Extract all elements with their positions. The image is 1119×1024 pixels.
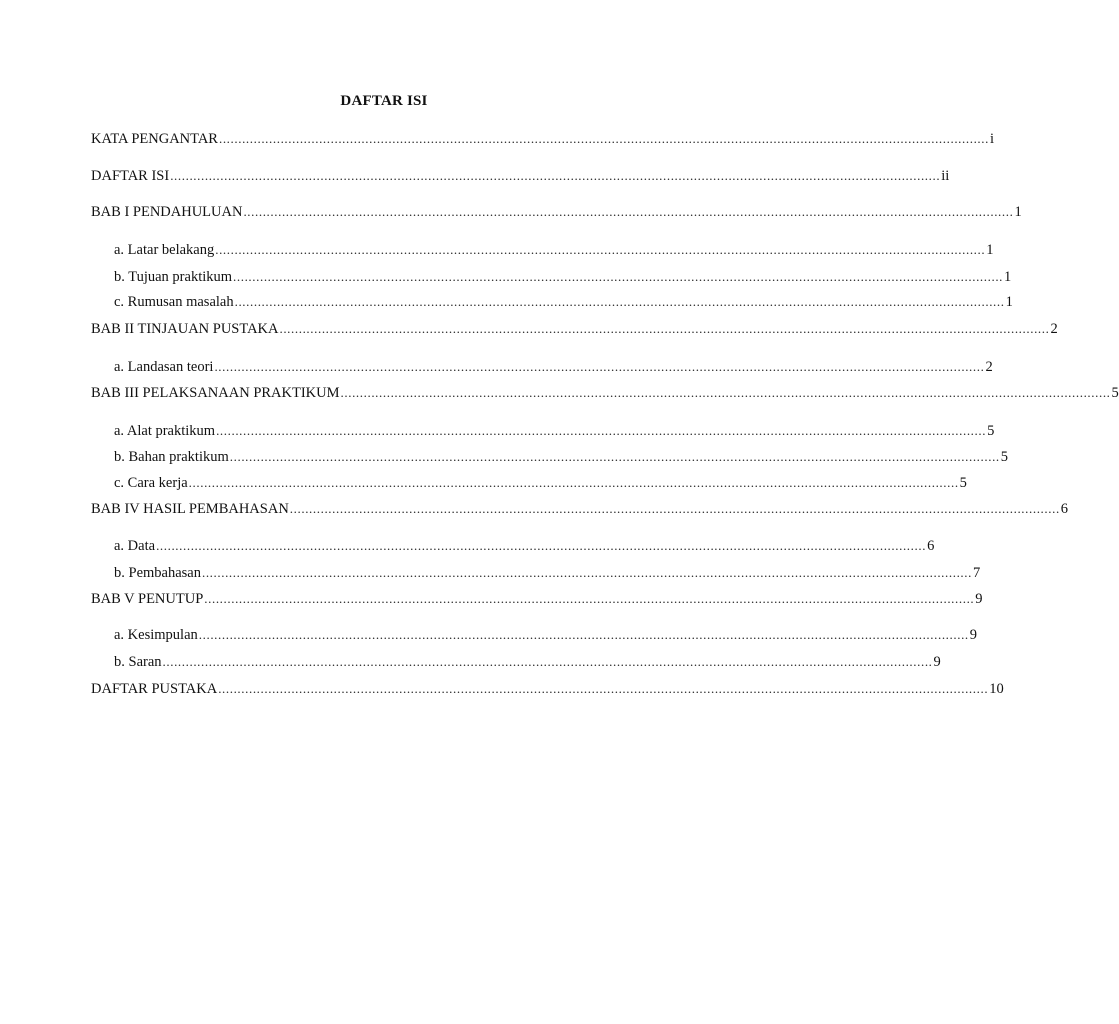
toc-entry-label: c. Cara kerja bbox=[114, 475, 188, 491]
toc-subentry bbox=[114, 474, 967, 492]
toc-entry-label: a. Landasan teori bbox=[114, 359, 214, 375]
toc-entry-label: BAB I PENDAHULUAN bbox=[91, 204, 243, 220]
toc-entry-label: a. Data bbox=[114, 538, 156, 554]
toc-entry-label: KATA PENGANTAR bbox=[91, 131, 218, 147]
toc-entry-page: 7 bbox=[972, 565, 981, 581]
toc-entry-page: 6 bbox=[1060, 501, 1069, 517]
toc-entry-label: BAB V PENUTUP bbox=[91, 591, 204, 607]
toc-entry-page: 1 bbox=[1004, 269, 1012, 285]
toc-entry-page: 2 bbox=[1050, 321, 1058, 337]
toc-entry bbox=[91, 320, 1058, 338]
toc-entry-label: DAFTAR ISI bbox=[91, 168, 170, 184]
toc-subentry bbox=[114, 241, 994, 259]
dot-leader: ........................................................................................................................................................................................................ bbox=[216, 423, 987, 438]
toc-entry-label: a. Alat praktikum bbox=[114, 423, 216, 439]
toc-entry bbox=[91, 130, 995, 148]
dot-leader: ........................................................................................................................................................................................................ bbox=[218, 131, 989, 146]
toc-subentry bbox=[114, 564, 981, 582]
toc-subentry bbox=[114, 626, 978, 644]
dot-leader: ........................................................................................................................................................................................................ bbox=[243, 204, 1014, 219]
dot-leader: ........................................................................................................................................................................................................ bbox=[156, 538, 927, 553]
toc-entry-label: BAB II TINJAUAN PUSTAKA bbox=[91, 321, 279, 337]
toc-entry-label: b. Bahan praktikum bbox=[114, 449, 229, 465]
dot-leader: ........................................................................................................................................................................................................ bbox=[234, 294, 1005, 309]
toc-entry-label: b. Saran bbox=[114, 654, 162, 670]
page-title: DAFTAR ISI bbox=[340, 93, 428, 109]
toc-entry-page: 2 bbox=[985, 359, 993, 375]
toc-entry-label: b. Pembahasan bbox=[114, 565, 201, 581]
toc-entry-page: 5 bbox=[1111, 385, 1119, 401]
dot-leader: ........................................................................................................................................................................................................ bbox=[289, 501, 1060, 516]
toc-subentry bbox=[114, 293, 1013, 311]
toc-entry-page: 6 bbox=[927, 538, 935, 554]
toc-subentry bbox=[114, 422, 995, 440]
toc-entry-page: 1 bbox=[1014, 204, 1022, 220]
toc-entry bbox=[91, 167, 950, 185]
toc-subentry bbox=[114, 537, 935, 555]
toc-entry-page: 9 bbox=[969, 627, 978, 643]
toc-entry-page: 5 bbox=[1000, 449, 1009, 465]
dot-leader: ........................................................................................................................................................................................................ bbox=[279, 321, 1050, 336]
toc-entry bbox=[91, 680, 1004, 698]
toc-entry-page: 10 bbox=[989, 681, 1004, 697]
dot-leader: ........................................................................................................................................................................................................ bbox=[229, 449, 1000, 464]
toc-entry-page: 9 bbox=[933, 654, 941, 670]
dot-leader: ........................................................................................................................................................................................................ bbox=[233, 269, 1004, 284]
toc-entry-label: BAB IV HASIL PEMBAHASAN bbox=[91, 501, 289, 517]
dot-leader: ........................................................................................................................................................................................................ bbox=[340, 385, 1111, 400]
toc-entry bbox=[91, 203, 1022, 221]
dot-leader: ........................................................................................................................................................................................................ bbox=[170, 168, 941, 183]
dot-leader: ........................................................................................................................................................................................................ bbox=[188, 475, 959, 490]
dot-leader: ........................................................................................................................................................................................................ bbox=[198, 627, 969, 642]
toc-entry bbox=[91, 384, 1119, 402]
toc-entry-page: 9 bbox=[975, 591, 983, 607]
toc-entry-page: 5 bbox=[987, 423, 995, 439]
toc-entry bbox=[91, 500, 1069, 518]
toc-subentry bbox=[114, 358, 993, 376]
dot-leader: ........................................................................................................................................................................................................ bbox=[218, 681, 989, 696]
dot-leader: ........................................................................................................................................................................................................ bbox=[204, 591, 975, 606]
dot-leader: ........................................................................................................................................................................................................ bbox=[214, 359, 985, 374]
toc-entry-page: ii bbox=[941, 168, 950, 184]
toc-entry-label: c. Rumusan masalah bbox=[114, 294, 234, 310]
toc-entry-label: a. Kesimpulan bbox=[114, 627, 198, 643]
toc-entry-label: b. Tujuan praktikum bbox=[114, 269, 233, 285]
toc-subentry bbox=[114, 268, 1012, 286]
toc-entry-page: 1 bbox=[1005, 294, 1013, 310]
toc-entry-page: i bbox=[989, 131, 995, 147]
toc-subentry bbox=[114, 448, 1009, 466]
dot-leader: ........................................................................................................................................................................................................ bbox=[162, 654, 933, 669]
toc-subentry bbox=[114, 653, 941, 671]
toc-entry-label: BAB III PELAKSANAAN PRAKTIKUM bbox=[91, 385, 340, 401]
dot-leader: ........................................................................................................................................................................................................ bbox=[215, 242, 986, 257]
dot-leader: ........................................................................................................................................................................................................ bbox=[201, 565, 972, 580]
toc-entry-label: a. Latar belakang bbox=[114, 242, 215, 258]
toc-entry-page: 5 bbox=[959, 475, 967, 491]
toc-entry bbox=[91, 590, 983, 608]
toc-entry-label: DAFTAR PUSTAKA bbox=[91, 681, 218, 697]
toc-entry-page: 1 bbox=[986, 242, 994, 258]
